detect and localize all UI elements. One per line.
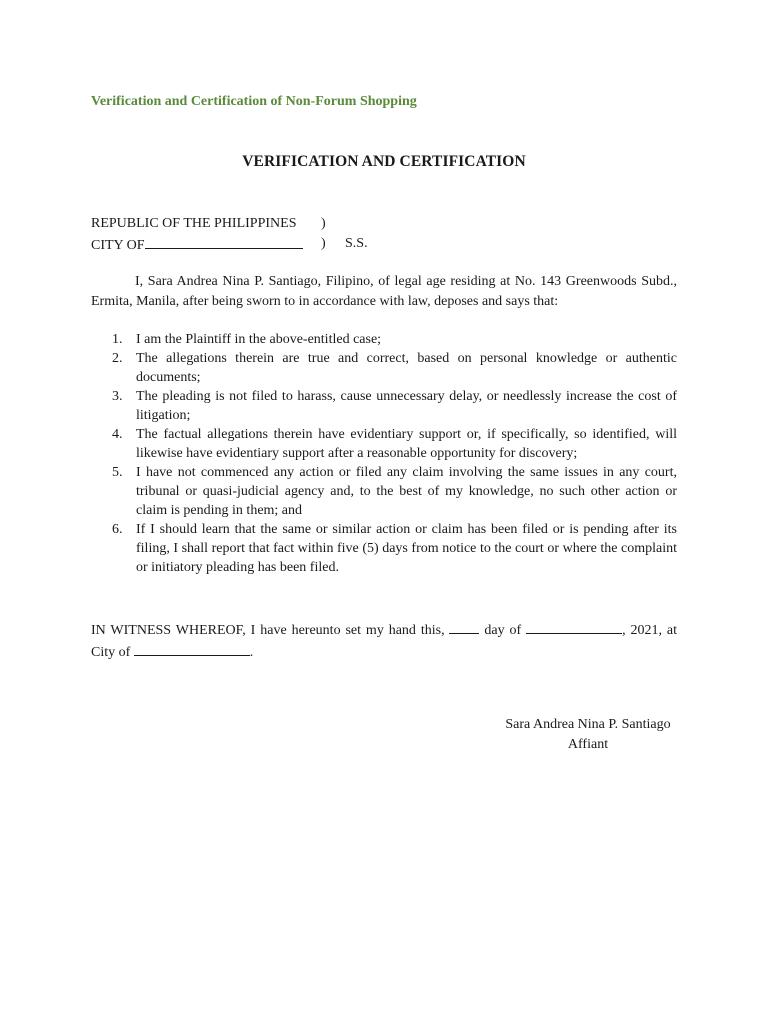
venue-block	[91, 214, 368, 254]
venue-line-republic	[91, 214, 326, 234]
list-item-text: The factual allegations therein have evidentiary support or, if specifically, so identified, will likewise have evidentiary support after a reasonable opportunity for discovery;	[136, 427, 677, 461]
list-item-text: The pleading is not filed to harass, cause unnecessary delay, or needlessly increase the cost of litigation;	[136, 389, 677, 423]
list-item-text: If I should learn that the same or similar action or claim has been filed or is pending after its filing, I shall report that fact within five (5) days from notice to the court or where the complaint or initiatory pleading has been filed.	[136, 522, 677, 575]
document-heading: Verification and Certification of Non-Forum Shopping	[91, 94, 417, 109]
list-item-number: 5.	[112, 465, 123, 480]
list-item-number: 1.	[112, 332, 123, 347]
witness-text-5: .	[249, 644, 254, 660]
list-item-text: The allegations therein are true and correct, based on personal knowledge or authentic documents;	[136, 351, 677, 385]
witness-text-4: at City of	[91, 623, 677, 660]
list-item	[91, 387, 677, 425]
day-blank-line	[449, 619, 479, 634]
list-item	[91, 349, 677, 387]
list-item-number: 2.	[112, 351, 123, 366]
signature-block	[478, 715, 698, 755]
witness-paragraph	[91, 619, 677, 662]
venue-paren-2: )	[321, 236, 326, 251]
city-blank-line	[145, 234, 303, 249]
list-item	[91, 425, 677, 463]
intro-paragraph: I, Sara Andrea Nina P. Santiago, Filipino, of legal age residing at No. 143 Greenwoods Subd., Ermita, Manila, after being sworn to in accordance with law, deposes and says that:	[91, 274, 677, 309]
venue-line-city	[91, 234, 368, 254]
witness-text-2: day of	[484, 623, 522, 638]
list-item	[91, 463, 677, 520]
venue-city-label: CITY OF	[91, 238, 145, 253]
venue-paren-1: )	[321, 216, 326, 231]
list-item	[91, 520, 677, 577]
document-title: VERIFICATION AND CERTIFICATION	[242, 153, 526, 170]
list-item-text: I am the Plaintiff in the above-entitled case;	[136, 332, 382, 347]
witness-city-blank-line	[134, 641, 250, 656]
affiant-name: Sara Andrea Nina P. Santiago	[505, 717, 671, 732]
list-item-number: 4.	[112, 427, 123, 442]
list-item-number: 3.	[112, 389, 123, 404]
witness-text-3: , 2021,	[622, 623, 662, 638]
venue-republic-label: REPUBLIC OF THE PHILIPPINES	[91, 216, 297, 231]
month-blank-line	[526, 619, 622, 634]
affiant-role: Affiant	[567, 737, 609, 752]
list-item-text: I have not commenced any action or filed any claim involving the same issues in any court, tribunal or quasi-judicial agency and, to the best of my knowledge, no such other action or claim is pending in them; and	[136, 465, 677, 518]
list-item-number: 6.	[112, 522, 123, 537]
statement-list	[91, 330, 677, 577]
venue-ss: S.S.	[345, 236, 368, 251]
witness-text-1: IN WITNESS WHEREOF, I have hereunto set my hand this,	[91, 623, 445, 638]
list-item	[91, 330, 677, 349]
